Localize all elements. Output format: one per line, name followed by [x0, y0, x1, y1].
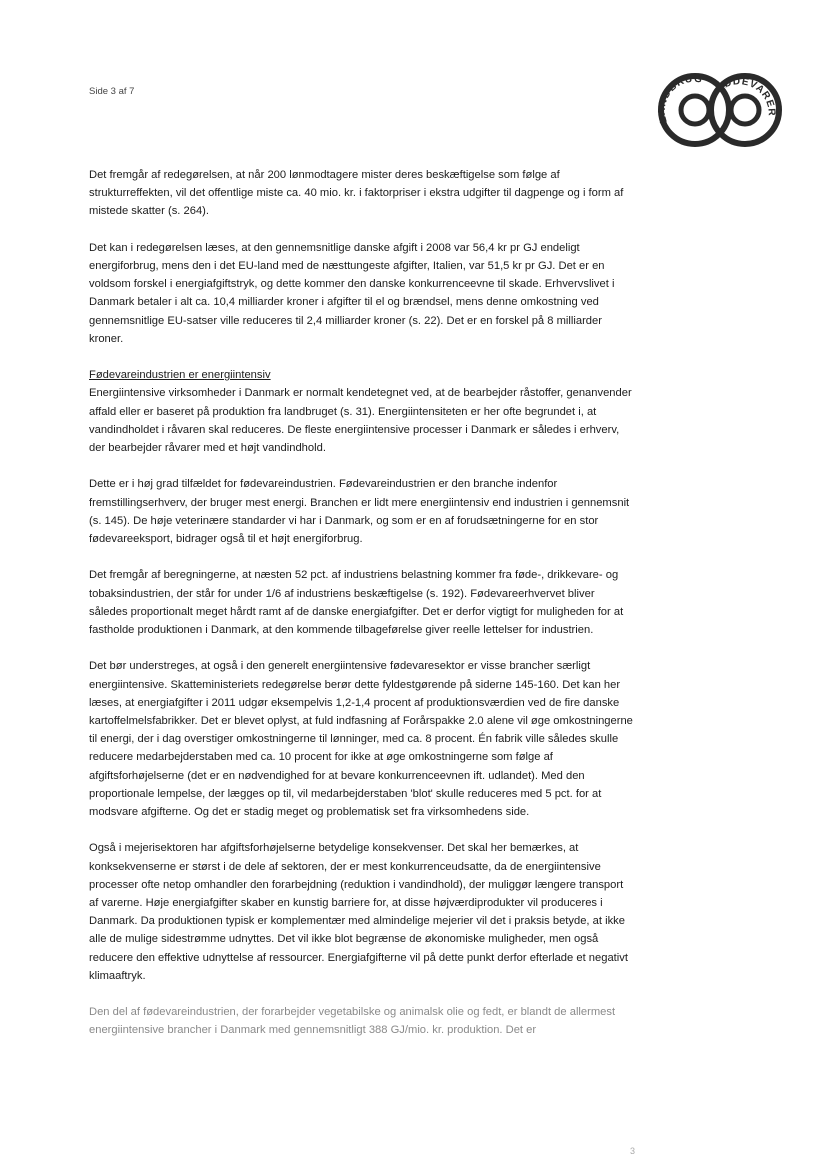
paragraph: Det kan i redegørelsen læses, at den gennemsnitlige danske afgift i 2008 var 56,4 kr pr GJ endeligt energiforbrug, mens den i det EU-land med de næsttungeste afgifter, Italien, var 51,5 kr pr GJ. Det er en voldsom forskel i energiafgiftstryk, og dette kommer den danske konkurrenceevne til skade. Erhvervslivet i Danmark betaler i alt ca. 10,4 milliarder kroner i afgifter til el og brændsel, mens denne omkostning ved gennemsnitlige EU-satser ville reduceres til 2,4 milliarder kroner (s. 22). Det er en forskel på 8 milliarder kroner. — [89, 241, 615, 345]
logo-right-text: FØDEVARER — [714, 76, 777, 117]
faded-paragraph: Den del af fødevareindustrien, der forarbejder vegetabilske og animalsk olie og fedt, er blandt de allermest energiintensive brancher i Danmark med gennemsnitligt 388 GJ/mio. kr. produktion. Det er — [89, 1006, 616, 1037]
paragraph: Det fremgår af beregningerne, at næsten 52 pct. af industriens belastning kommer fra føde-, drikkevare- og tobaksindustrien, der står for under 1/6 af industriens beskæftigelse (s. 192). Fødevareerhvervet bliver således proportionalt meget hårdt ramt af de danske energiafgifter. Det er derfor vigtigt for muligheden for at fastholde produktionen i Danmark, at den kommende tilbageførelse giver reelle lettelser for industrien. — [89, 569, 624, 637]
paragraph: Det bør understreges, at også i den generelt energiintensive fødevaresektor er visse brancher særligt energiintensive. Skatteministeriets redegørelse berør dette fyldestgørende på siderne 145-160. Det kan her læses, at energiafgifter i 2011 udgør eksempelvis 1,2-1,4 procent af produktionsværdien ved de fire danske kartoffelmelsfabrikker. Det er blevet oplyst, at fuld indfasning af Forårspakke 2.0 alene vil øge omkostningerne til energi, der i dag overstiger omkostningerne til lønninger, med ca. 8 procent. Én fabrik ville således skulle reducere medarbejderstaben med ca. 10 procent for ikke at øge omkostningerne som følge af afgiftsforhøjelserne (det er en nødvendighed for at bevare konkurrenceevnen ift. udlandet). Med den proportionale lempelse, der lægges op til, vil medarbejderstaben 'blot' skulle reduceres med 5 pct. for at modsvare afgifterne. Og det er stadig meget og problematisk set fra virksomhedens side. — [89, 660, 633, 819]
section-heading: Fødevareindustrien er energiintensiv — [89, 369, 271, 382]
landbrug-fodevarer-logo — [655, 70, 785, 150]
page-label: Side 3 af 7 — [89, 86, 135, 97]
logo-left-text: LANDBRUG — [656, 73, 704, 125]
page-corner-mark: 3 — [630, 1146, 636, 1156]
paragraph: Dette er i høj grad tilfældet for fødevareindustrien. Fødevareindustrien er den branche indenfor fremstillingserhverv, der bruger mest energi. Branchen er lidt mere energiintensiv end industrien i gennemsnit (s. 145). De høje veterinære standarder vi har i Danmark, og som er en af forudsætningerne for en stor fødevareeksport, bidrager også til et højt energiforbrug. — [89, 478, 630, 546]
paragraph: Det fremgår af redegørelsen, at når 200 lønmodtagere mister deres beskæftigelse som følge af strukturreffekten, vil det offentlige miste ca. 40 mio. kr. i faktorpriser i ekstra udgifter til dagpenge og i form af mistede skatter (s. 264). — [89, 169, 624, 218]
paragraph: Også i mejerisektoren har afgiftsforhøjelserne betydelige konsekvenser. Det skal her bemærkes, at konksekvenserne er størst i de dele af sektoren, der er mest konkurrenceudsatte, da de energiintensive processer ofte netop omhandler den forarbejdning (reduktion i vandindhold), der muliggør længere transport af varerne. Høje energiafgifter skaber en kunstig barriere for, at disse højværdiprodukter vil produceres i Danmark. Da produktionen typisk er komplementær med almindelige mejerier vil det i praksis betyde, at ikke alle de mulige sidestrømme udnyttes. Det vil ikke blot begrænse de økonomiske muligheder, men også reducere den effektive udnyttelse af ressourcer. Energiafgifterne vil på dette punkt derfor efterlade et negativt klimaaftryk. — [89, 842, 628, 982]
paragraph: Energiintensive virksomheder i Danmark er normalt kendetegnet ved, at de bearbejder råstoffer, genanvender affald eller er baseret på produktion fra landbruget (s. 31). Energiintensiteten er her ofte begrundet i, at vandindholdet i råvaren skal reduceres. De fleste energiintensive processer i Danmark er således i erhverv, der bearbejder råvarer med et højt vandindhold. — [89, 387, 632, 455]
document-body — [89, 166, 635, 1058]
